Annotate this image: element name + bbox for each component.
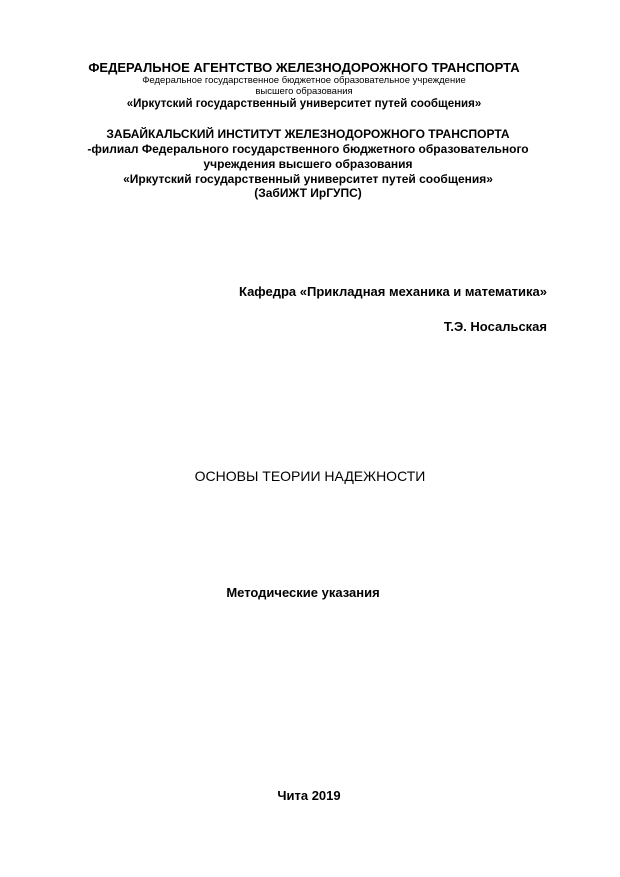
university-name: «Иркутский государственный университет путей сообщения» [126,98,482,110]
branch-heading: ЗАБАЙКАЛЬСКИЙ ИНСТИТУТ ЖЕЛЕЗНОДОРОЖНОГО ТРАНСПОРТА [106,127,510,141]
branch-line-3: учреждения высшего образования [203,157,413,171]
author-name: Т.Э. Носальская [443,319,547,334]
city-year: Чита 2019 [277,788,341,803]
document-subtitle: Методические указания [226,585,380,600]
document-title: ОСНОВЫ ТЕОРИИ НАДЕЖНОСТИ [194,468,426,484]
branch-line-4: «Иркутский государственный университет путей сообщения» [123,172,493,186]
branch-line-2: -филиал Федерального государственного бюджетного образовательного [87,142,529,156]
branch-abbreviation: (ЗабИЖТ ИрГУПС) [254,186,362,200]
institution-type-line-1: Федеральное государственное бюджетное образовательное учреждение [142,75,466,86]
department-name: Кафедра «Прикладная механика и математика» [238,284,547,299]
institution-type-line-2: высшего образования [255,86,353,97]
agency-heading: ФЕДЕРАЛЬНОЕ АГЕНТСТВО ЖЕЛЕЗНОДОРОЖНОГО ТРАНСПОРТА [88,60,520,75]
